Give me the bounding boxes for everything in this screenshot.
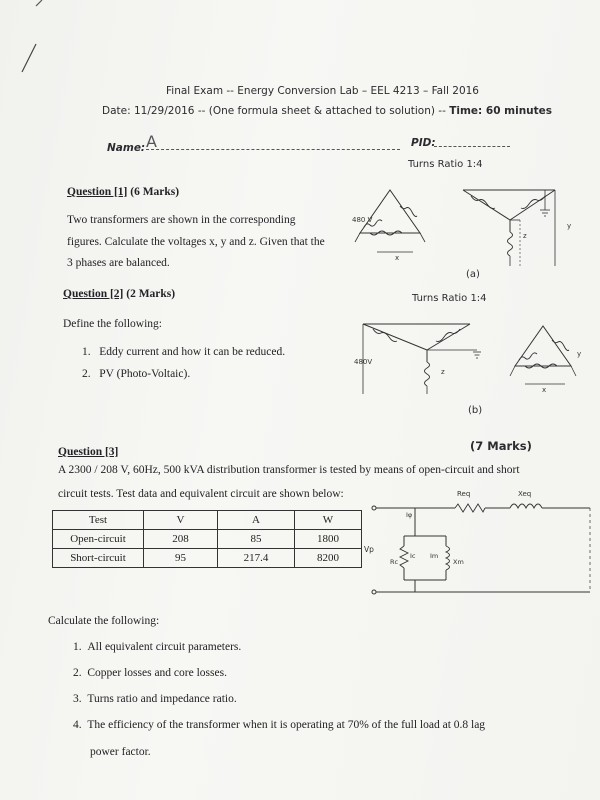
figure-b-y-label: y [577,350,582,358]
test-data-table [52,510,362,568]
exam-time: Time: 60 minutes [449,105,553,117]
table-header-cell: A [218,511,295,530]
circuit-ic-label: Ic [410,552,416,560]
figure-b-caption: (b) [468,405,483,416]
circuit-rc-label: Rc [390,558,399,566]
figure-b-z-label: z [441,368,445,376]
table-header-row [53,511,362,530]
question3-heading [58,446,118,458]
circuit-iphi-label: Iφ [406,511,413,519]
table-cell: Short-circuit [53,549,144,568]
pid-line [434,146,510,147]
circuit-req-label: Req [457,490,471,498]
question2-item1: 1. Eddy current and how it can be reduced. [82,346,286,358]
figure-a-z-label: z [523,232,527,240]
figure-a-diagram [345,180,600,280]
question1-marks: (6 Marks) [130,186,180,198]
table-cell: 1800 [295,530,362,549]
question2-heading [63,288,175,300]
table-cell: Open-circuit [53,530,144,549]
question3-title: Question [3] [58,446,119,458]
figure-a-caption: (a) [466,269,480,280]
circuit-vp-label: Vp [364,545,374,554]
circuit-im-label: Im [430,552,439,560]
table-cell: 217.4 [218,549,295,568]
table-header-cell: W [295,511,362,530]
question3-item1-text: All equivalent circuit parameters. [87,641,242,653]
exam-title: Final Exam -- Energy Conversion Lab – EEL 4213 – Fall 2016 [166,85,479,97]
question1-text-line3: 3 phases are balanced. [67,257,170,269]
table-header-cell: Test [53,511,144,530]
question2-item2-text: PV (Photo-Voltaic). [99,368,191,380]
question3-calc-intro: Calculate the following: [48,615,160,627]
question2-marks: (2 Marks) [126,288,176,300]
table-row [53,549,362,568]
pen-marks [0,0,60,80]
table-cell: 85 [218,530,295,549]
table-header-cell: V [144,511,218,530]
exam-date: Date: 11/29/2016 -- (One formula sheet & attached to solution) -- [102,105,446,117]
question3-item4-continuation: power factor. [90,746,151,758]
question1-text-line2: figures. Calculate the voltages x, y and z. Given that the [67,236,325,248]
figure-b-voltage-label: 480V [354,358,373,366]
question1-text-line1: Two transformers are shown in the corresponding [67,214,296,226]
question3-marks: (7 Marks) [470,439,532,453]
figure-a-voltage-label: 480 V [352,216,373,224]
question3-item3-text: Turns ratio and impedance ratio. [87,693,237,705]
question2-title: Question [2] [63,288,124,300]
name-label: Name: [107,142,146,154]
circuit-xeq-label: Xeq [518,490,532,498]
question1-heading [67,186,179,198]
figure-b-diagram [345,312,600,412]
name-line [146,149,400,150]
question2-item2: 2. PV (Photo-Voltaic). [82,368,191,380]
name-value: A [146,132,157,151]
exam-date-line [102,105,552,117]
question3-item2-text: Copper losses and core losses. [87,667,227,679]
table-cell: 208 [144,530,218,549]
figure-a-y-label: y [567,222,572,230]
equivalent-circuit [360,488,600,603]
question3-item4-text: The efficiency of the transformer when it is operating at 70% of the full load at 0.8 lag [87,719,486,731]
figure-b-x-label: x [542,386,547,394]
question2-item1-text: Eddy current and how it can be reduced. [99,346,286,358]
question3-item2: 2. Copper losses and core losses. [73,667,227,679]
pid-label: PID: [411,137,436,149]
question2-intro: Define the following: [63,318,163,330]
circuit-xm-label: Xm [453,558,464,566]
question3-item3: 3. Turns ratio and impedance ratio. [73,693,237,705]
figure-a-turns-ratio: Turns Ratio 1:4 [408,159,483,170]
table-cell: 8200 [295,549,362,568]
table-cell: 95 [144,549,218,568]
question3-text-line1: A 2300 / 208 V, 60Hz, 500 kVA distribution transformer is tested by means of open-circuit and short [58,464,520,476]
question3-text-line2: circuit tests. Test data and equivalent circuit are shown below: [58,488,344,500]
question3-item4: 4. The efficiency of the transformer when it is operating at 70% of the full load at 0.8 lag [73,719,486,731]
figure-a-x-label: x [395,254,400,262]
question1-title: Question [1] [67,186,128,198]
table-row [53,530,362,549]
figure-b-turns-ratio: Turns Ratio 1:4 [412,293,487,304]
question3-item1: 1. All equivalent circuit parameters. [73,641,242,653]
